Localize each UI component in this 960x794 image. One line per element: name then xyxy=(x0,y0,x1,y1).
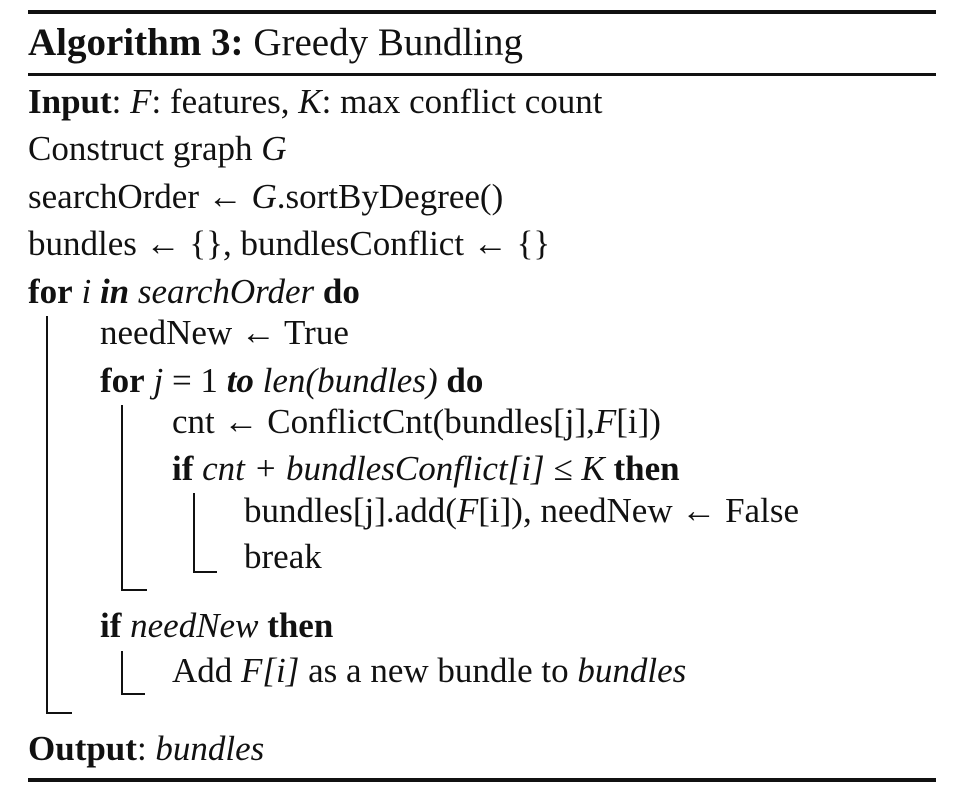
need-new-init-line xyxy=(100,313,349,353)
search-order-rhs: .sortByDegree() xyxy=(276,177,504,216)
if-conflict-bracket xyxy=(193,493,195,573)
if-need-new-line xyxy=(100,606,333,646)
bundles-init-text: bundles ← {}, bundlesConflict ← {} xyxy=(28,224,551,263)
outer-loop-bracket xyxy=(46,316,48,714)
outer-for-collection: searchOrder xyxy=(137,272,315,311)
bundles-init-line xyxy=(28,224,550,264)
if-conflict-then-keyword: then xyxy=(613,449,680,488)
input-K-symbol: K xyxy=(298,82,322,121)
inner-for-limit: len(bundles) xyxy=(262,361,438,400)
inner-for-do-keyword: do xyxy=(446,361,484,400)
construct-symbol: G xyxy=(261,129,287,168)
break-line xyxy=(244,537,322,577)
input-line xyxy=(28,82,603,122)
output-colon: : xyxy=(136,729,147,768)
add-new-bundle-mid: as a new bundle to xyxy=(308,651,569,690)
break-text: break xyxy=(244,537,322,576)
if-need-new-keyword: if xyxy=(100,606,122,645)
input-keyword: Input xyxy=(28,82,112,121)
if-need-new-bracket xyxy=(121,651,123,695)
outer-loop-bracket-foot xyxy=(46,712,72,714)
if-conflict-condition: cnt + bundlesConflict[i] ≤ xyxy=(202,449,573,488)
add-F-symbol: F xyxy=(456,491,479,530)
header-rule xyxy=(28,73,936,76)
outer-for-do-keyword: do xyxy=(322,272,360,311)
output-value: bundles xyxy=(155,729,265,768)
inner-loop-bracket xyxy=(121,405,123,591)
if-need-new-bracket-foot xyxy=(121,693,145,695)
inner-loop-bracket-foot xyxy=(121,589,147,591)
need-new-init-text: needNew ← True xyxy=(100,313,349,352)
if-conflict-bracket-foot xyxy=(193,571,217,573)
inner-for-to-keyword: to xyxy=(226,361,254,400)
if-need-new-then-keyword: then xyxy=(267,606,334,645)
if-need-new-condition: needNew xyxy=(130,606,259,645)
add-before: bundles[j].add( xyxy=(244,491,457,530)
input-colon: : xyxy=(111,82,122,121)
inner-for-var: j xyxy=(153,361,164,400)
add-new-bundle-add: Add xyxy=(172,651,233,690)
search-order-lhs: searchOrder ← xyxy=(28,177,243,216)
inner-for-assign: = 1 xyxy=(171,361,218,400)
output-keyword: Output xyxy=(28,729,137,768)
add-new-bundle-line xyxy=(172,651,686,691)
algorithm-name: Greedy Bundling xyxy=(253,21,524,64)
construct-text: Construct graph xyxy=(28,129,253,168)
input-F-symbol: F xyxy=(130,82,152,121)
add-new-bundle-symbol: F[i] xyxy=(241,651,300,690)
outer-for-in-keyword: in xyxy=(99,272,130,311)
output-line xyxy=(28,729,264,769)
if-conflict-bound: K xyxy=(581,449,605,488)
search-order-line xyxy=(28,177,503,217)
cnt-line xyxy=(172,402,661,442)
add-after: [i]), needNew ← False xyxy=(478,491,799,530)
bottom-rule xyxy=(28,778,936,782)
algorithm-label: Algorithm 3: xyxy=(28,21,244,64)
outer-for-line xyxy=(28,272,360,312)
if-conflict-keyword: if xyxy=(172,449,194,488)
if-conflict-line xyxy=(172,449,680,489)
inner-for-line xyxy=(100,361,483,401)
add-line xyxy=(244,491,799,531)
add-new-bundle-target: bundles xyxy=(577,651,687,690)
cnt-F-symbol: F xyxy=(594,402,617,441)
cnt-after: [i]) xyxy=(616,402,661,441)
outer-for-keyword: for xyxy=(28,272,73,311)
search-order-symbol: G xyxy=(251,177,277,216)
construct-line xyxy=(28,129,287,169)
cnt-before: cnt ← ConflictCnt(bundles[j], xyxy=(172,402,595,441)
outer-for-var: i xyxy=(81,272,92,311)
algorithm-title xyxy=(28,20,523,66)
inner-for-keyword: for xyxy=(100,361,145,400)
top-rule xyxy=(28,10,936,14)
input-K-desc: : max conflict count xyxy=(321,82,603,121)
input-F-desc: : features, xyxy=(151,82,290,121)
